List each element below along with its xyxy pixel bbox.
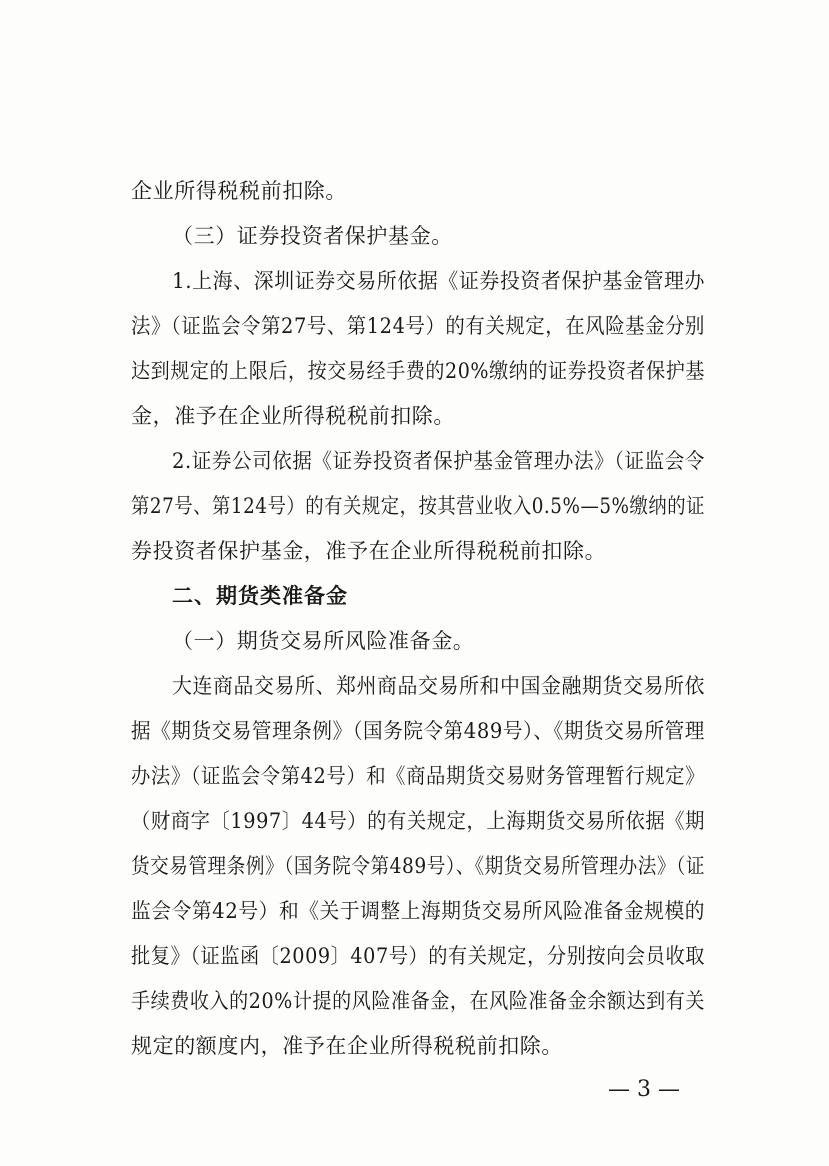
- paragraph-text: 达到规定的上限后，按交易经手费的20%缴纳的证券投资者保护基: [131, 359, 706, 383]
- text-line: [0, 216, 829, 256]
- text-line: [0, 351, 829, 391]
- paragraph-text: 券投资者保护基金，准予在企业所得税税前扣除。: [131, 539, 607, 563]
- paragraph-text: 金，准予在企业所得税税前扣除。: [131, 404, 455, 428]
- text-line: [0, 531, 829, 571]
- text-line: [0, 1026, 829, 1066]
- paragraph-text: 法》（证监会令第27号、第124号）的有关规定，在风险基金分别: [131, 314, 706, 338]
- paragraph-text: 货交易管理条例》（国务院令第489号）、《期货交易所管理办法》（证: [131, 854, 706, 878]
- paragraph-text: 手续费收入的20%计提的风险准备金，在风险准备金余额达到有关: [131, 989, 706, 1013]
- subsection-heading: （三）证券投资者保护基金。: [172, 224, 453, 248]
- text-line: [0, 486, 829, 526]
- text-line: [0, 711, 829, 751]
- text-line: [0, 441, 829, 481]
- subsection-heading: （一）期货交易所风险准备金。: [172, 629, 475, 653]
- paragraph-text: 规定的额度内，准予在企业所得税税前扣除。: [131, 1034, 563, 1058]
- text-line: [0, 306, 829, 346]
- paragraph-text: 监会令第42号）和《关于调整上海期货交易所风险准备金规模的: [131, 899, 706, 923]
- text-line: [0, 666, 829, 706]
- text-line: [0, 936, 829, 976]
- paragraph-continuation: 企业所得税税前扣除。: [131, 179, 347, 203]
- text-line: [0, 261, 829, 301]
- text-line: [0, 576, 829, 616]
- paragraph-text: 第27号、第124号）的有关规定，按其营业收入0.5%—5%缴纳的证: [131, 494, 705, 518]
- paragraph-text: 批复》（证监函〔2009〕407号）的有关规定，分别按向会员收取: [131, 944, 705, 968]
- paragraph-text: 1.上海、深圳证券交易所依据《证券投资者保护基金管理办: [172, 269, 706, 293]
- section-heading: 二、期货类准备金: [172, 584, 348, 608]
- text-line: [0, 396, 829, 436]
- page-number: — 3 —: [608, 1077, 680, 1102]
- paragraph-text: 大连商品交易所、郑州商品交易所和中国金融期货交易所依: [172, 674, 706, 698]
- paragraph-text: 据《期货交易管理条例》（国务院令第489号）、《期货交易所管理: [131, 719, 705, 743]
- text-line: [0, 621, 829, 661]
- text-line: [0, 756, 829, 796]
- paragraph-text: 办法》（证监会令第42号）和《商品期货交易财务管理暂行规定》: [131, 764, 706, 788]
- text-line: [0, 981, 829, 1021]
- text-line: [0, 801, 829, 841]
- paragraph-text: 2.证券公司依据《证券投资者保护基金管理办法》（证监会令: [172, 449, 706, 473]
- text-line: [0, 846, 829, 886]
- text-line: [0, 171, 829, 211]
- paragraph-text: （财商字〔1997〕44号）的有关规定，上海期货交易所依据《期: [131, 809, 705, 833]
- text-line: [0, 891, 829, 931]
